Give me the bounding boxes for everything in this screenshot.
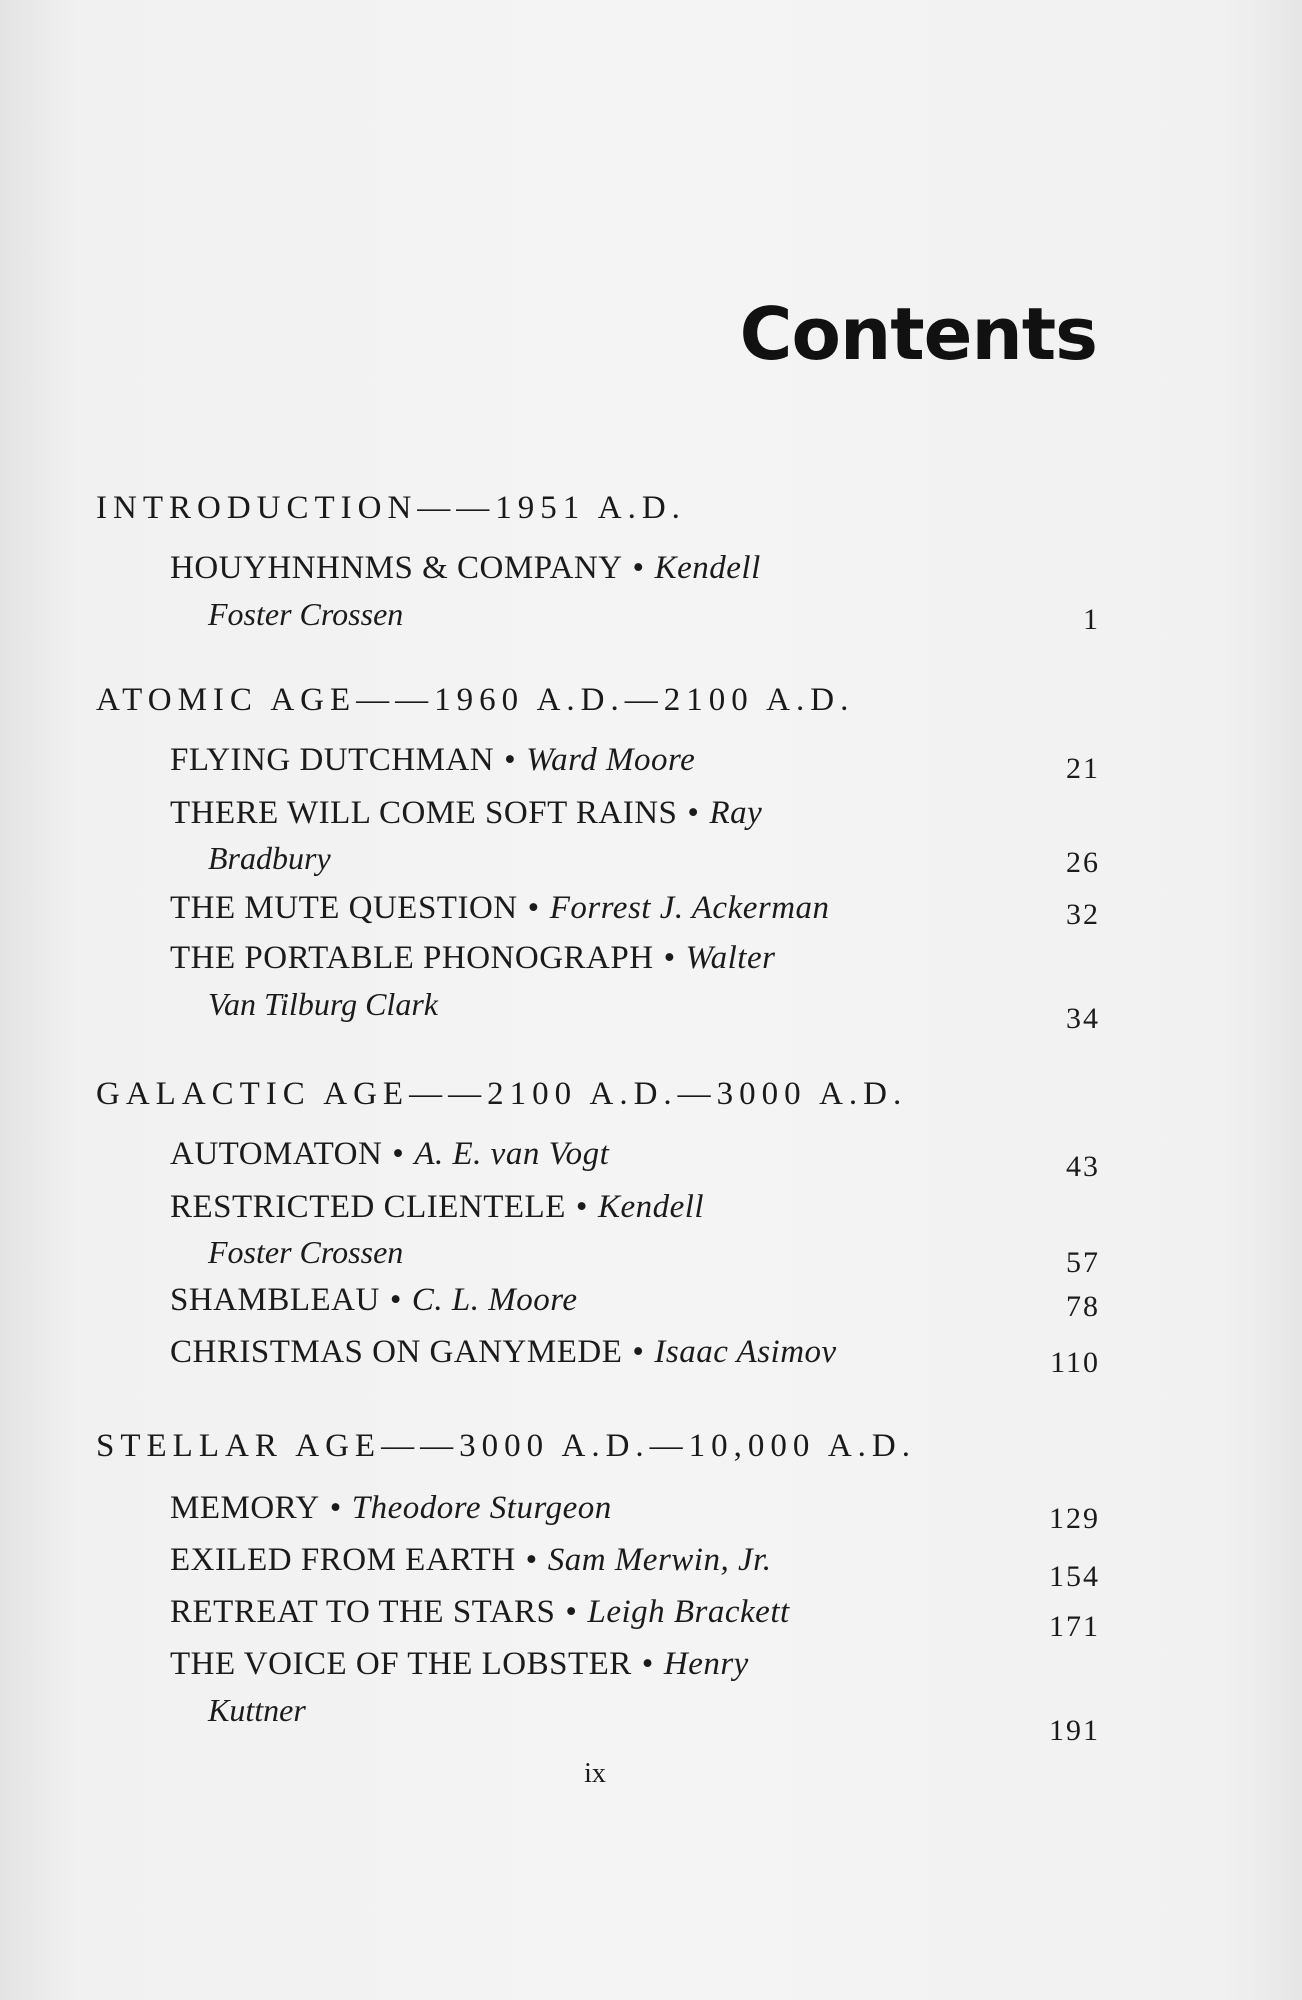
author-name-continued: Kuttner	[208, 1692, 306, 1728]
page-number: 34	[1066, 1002, 1100, 1035]
page-number: 1	[1083, 603, 1100, 636]
author-name: Ray	[709, 795, 763, 831]
author-name: Theodore Sturgeon	[351, 1490, 612, 1526]
toc-entry-title: SHAMBLEAU • C. L. Moore	[170, 1282, 578, 1318]
toc-entry-title: RETREAT TO THE STARS • Leigh Brackett	[170, 1594, 790, 1630]
bullet-separator: •	[389, 1282, 402, 1318]
toc-entry-title: HOUYHNHNMS & COMPANY • Kendell	[170, 550, 761, 586]
page-number: 32	[1066, 898, 1100, 931]
folio-page-number: ix	[584, 1758, 606, 1789]
section-heading-galactic-age: GALACTIC AGE——2100 A.D.—3000 A.D.	[96, 1076, 908, 1112]
toc-entry-title: MEMORY • Theodore Sturgeon	[170, 1490, 612, 1526]
bullet-separator: •	[392, 1136, 405, 1172]
page-number: 129	[1049, 1502, 1100, 1535]
page-number: 43	[1066, 1150, 1100, 1183]
section-heading-atomic-age: ATOMIC AGE——1960 A.D.—2100 A.D.	[96, 682, 855, 718]
bullet-separator: •	[632, 1334, 645, 1370]
page-title: Contents	[739, 292, 1097, 376]
author-name: Kendell	[597, 1189, 705, 1225]
author-name: Sam Merwin, Jr.	[547, 1542, 772, 1578]
page-number: 57	[1066, 1246, 1100, 1279]
author-name: Ward Moore	[526, 742, 696, 778]
page-number: 78	[1066, 1290, 1100, 1323]
bullet-separator: •	[565, 1594, 578, 1630]
bullet-separator: •	[641, 1646, 654, 1682]
bullet-separator: •	[632, 550, 645, 586]
author-name-continued: Foster Crossen	[208, 596, 404, 632]
author-name: Kendell	[654, 550, 761, 586]
toc-entry-title: RESTRICTED CLIENTELE • Kendell	[170, 1189, 705, 1225]
toc-entry-title: THERE WILL COME SOFT RAINS • Ray	[170, 795, 763, 831]
author-name-continued: Foster Crossen	[208, 1234, 404, 1270]
toc-entry-title: THE MUTE QUESTION • Forrest J. Ackerman	[170, 890, 830, 926]
toc-entry-title: FLYING DUTCHMAN • Ward Moore	[170, 742, 696, 778]
page-number: 110	[1050, 1346, 1100, 1379]
author-name: Henry	[663, 1646, 749, 1682]
author-name: Isaac Asimov	[654, 1334, 837, 1370]
bullet-separator: •	[525, 1542, 538, 1578]
bullet-separator: •	[663, 940, 676, 976]
author-name: A. E. van Vogt	[414, 1136, 610, 1172]
page-number: 171	[1049, 1610, 1100, 1643]
toc-entry-title: AUTOMATON • A. E. van Vogt	[170, 1136, 610, 1172]
toc-entry-title: CHRISTMAS ON GANYMEDE • Isaac Asimov	[170, 1334, 837, 1370]
toc-entry-title: THE VOICE OF THE LOBSTER • Henry	[170, 1646, 749, 1682]
author-name-continued: Van Tilburg Clark	[208, 986, 438, 1022]
author-name-continued: Bradbury	[208, 840, 331, 876]
page-number: 21	[1066, 752, 1100, 785]
bullet-separator: •	[687, 795, 700, 831]
author-name: Leigh Brackett	[587, 1594, 790, 1630]
author-name: Walter	[685, 940, 776, 976]
page-number: 191	[1049, 1714, 1100, 1747]
bullet-separator: •	[504, 742, 517, 778]
page-number: 26	[1066, 846, 1100, 879]
toc-entry-title: EXILED FROM EARTH • Sam Merwin, Jr.	[170, 1542, 772, 1578]
bullet-separator: •	[575, 1189, 588, 1225]
bullet-separator: •	[329, 1490, 342, 1526]
section-heading-stellar-age: STELLAR AGE——3000 A.D.—10,000 A.D.	[96, 1428, 917, 1464]
bullet-separator: •	[527, 890, 540, 926]
author-name: C. L. Moore	[411, 1282, 578, 1318]
section-heading-introduction: INTRODUCTION——1951 A.D.	[96, 490, 686, 526]
page-number: 154	[1049, 1560, 1100, 1593]
author-name: Forrest J. Ackerman	[549, 890, 830, 926]
toc-entry-title: THE PORTABLE PHONOGRAPH • Walter	[170, 940, 776, 976]
